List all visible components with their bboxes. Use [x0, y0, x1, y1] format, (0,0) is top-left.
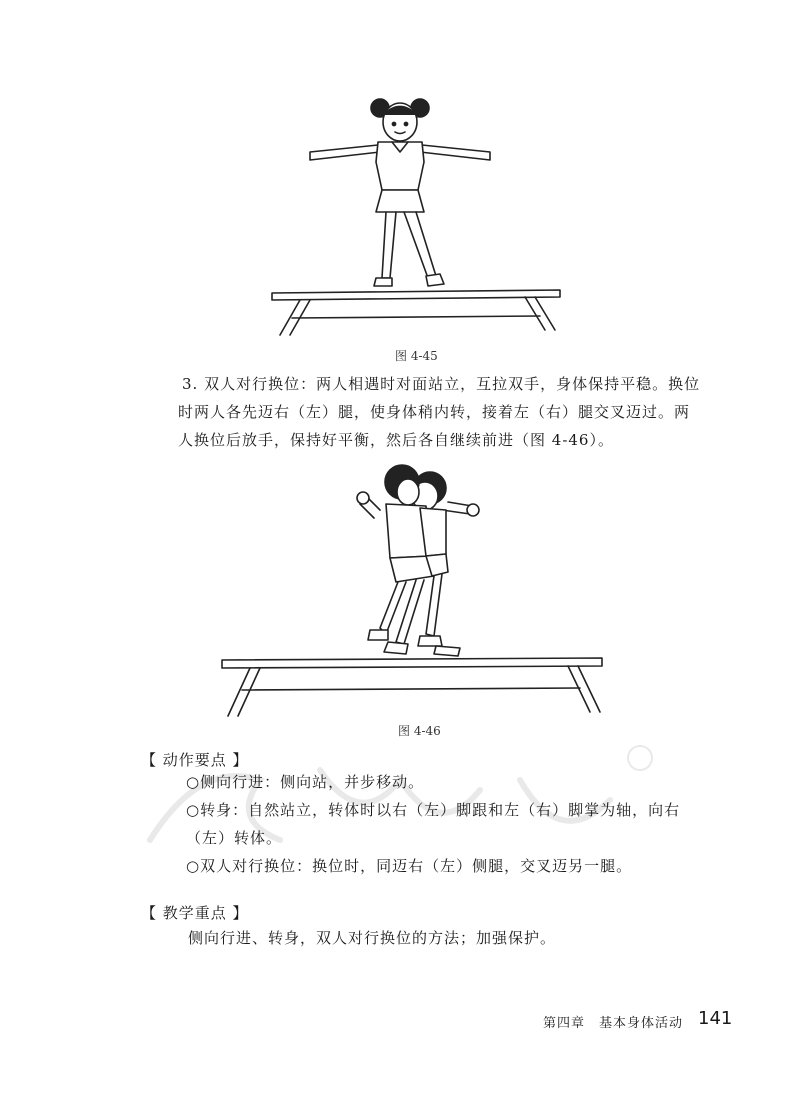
action-point-item: ○转身：自然站立，转体时以右（左）脚跟和左（右）脚掌为轴，向右: [186, 801, 681, 819]
paragraph-3-line-2: 时两人各先迈右（左）腿，使身体稍内转，接着左（右）腿交叉迈过。两: [178, 403, 691, 421]
action-point-item: ○双人对行换位：换位时，同迈右（左）侧腿，交叉迈另一腿。: [186, 857, 633, 875]
paragraph-3-line-3: 人换位后放手，保持好平衡，然后各自继续前进（图 4-46）。: [178, 431, 614, 449]
paragraph-3-line-1: 3. 双人对行换位：两人相遇时对面站立，互拉双手，身体保持平稳。换位: [182, 375, 701, 393]
figure-4-45-caption: 图 4-45: [395, 349, 438, 363]
action-point-item: （左）转体。: [186, 829, 283, 847]
action-points-list: [186, 768, 726, 880]
teaching-points-heading: 【 教学重点 】: [141, 904, 249, 922]
footer-chapter-title: 第四章 基本身体活动: [543, 1016, 684, 1031]
page-number: 141: [698, 1008, 733, 1029]
figure-4-45-illustration: [270, 90, 570, 340]
action-point-item: ○侧向行进：侧向站，并步移动。: [186, 773, 425, 791]
figure-4-46-caption: 图 4-46: [398, 724, 441, 738]
teaching-points-text: 侧向行进、转身，双人对行换位的方法；加强保护。: [188, 929, 557, 947]
paragraph-3: [180, 370, 720, 454]
figure-4-46-illustration: [220, 458, 610, 720]
action-points-heading: 【 动作要点 】: [141, 751, 249, 769]
